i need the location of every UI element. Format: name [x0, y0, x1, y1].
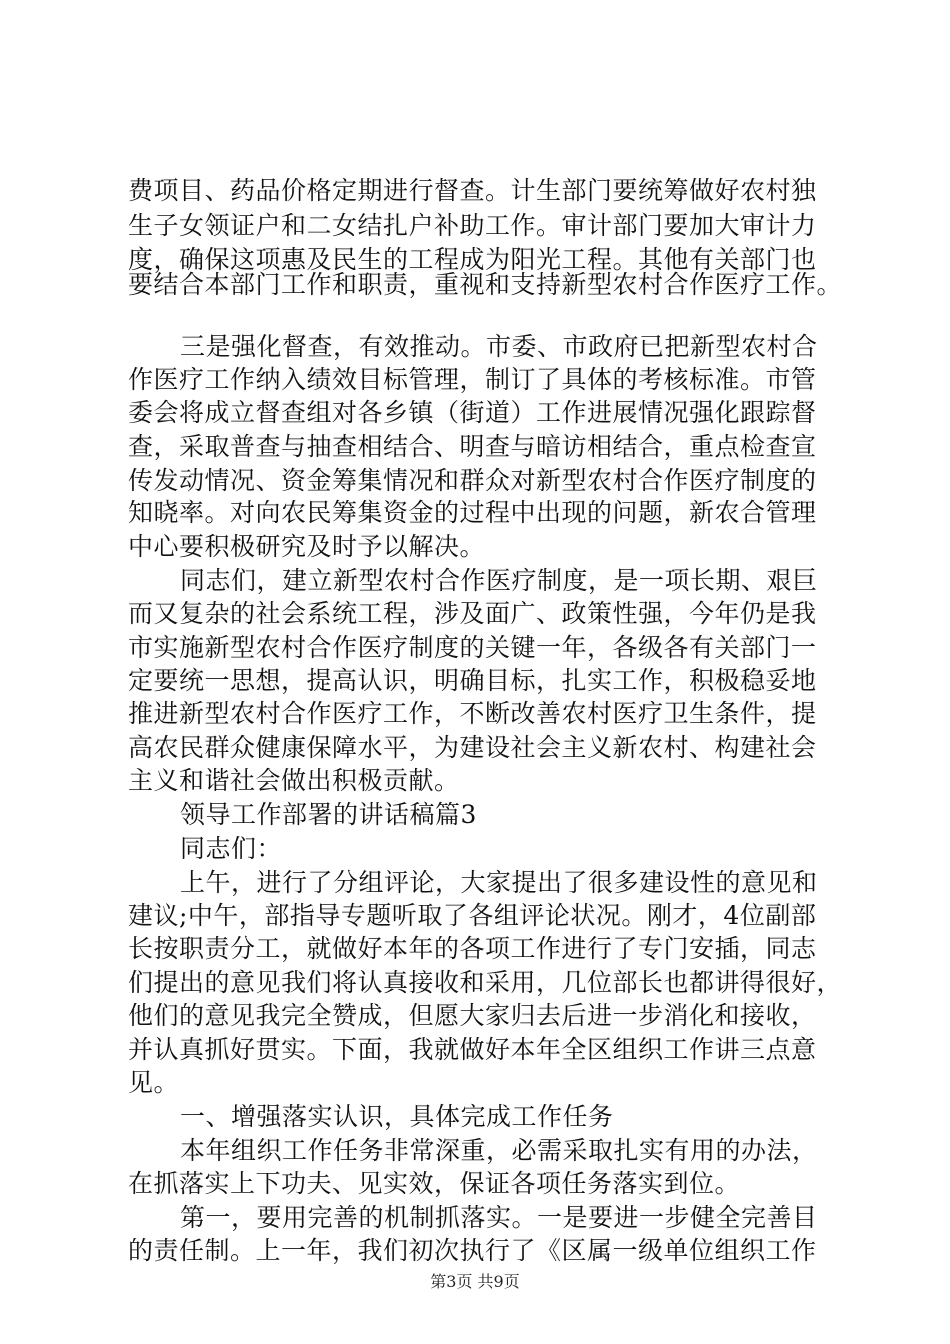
text-line: 传发动情况、资金筹集情况和群众对新型农村合作医疗制度的	[128, 466, 817, 495]
text-line: 本年组织工作任务非常深重，必需采取扎实有用的办法，	[180, 1136, 818, 1165]
text-line: 市实施新型农村合作医疗制度的关键一年，各级各有关部门一	[128, 633, 817, 662]
text-line: 知晓率。对向农民筹集资金的过程中出现的问题，新农合管理	[128, 498, 817, 527]
text-line: 作医疗工作纳入绩效目标管理，制订了具体的考核标准。市管	[128, 365, 817, 394]
text-line: 而又复杂的社会系统工程，涉及面广、政策性强，今年仍是我	[128, 599, 817, 628]
text-line: 上午，进行了分组评论，大家提出了很多建设性的意见和	[180, 868, 818, 897]
text-line: 他们的意见我完全赞成，但愿大家归去后进一步消化和接收，	[128, 1001, 817, 1030]
text-line: 并认真抓好贯实。下面，我就做好本年全区组织工作讲三点意	[128, 1035, 817, 1064]
text-line: 见。	[128, 1068, 180, 1097]
text-line: 中心要积极研究及时予以解决。	[128, 532, 486, 561]
text-line: 的责任制。上一年，我们初次执行了《区属一级单位组织工作	[128, 1236, 817, 1265]
text-line: 要结合本部门工作和职责，重视和支持新型农村合作医疗工作。	[128, 270, 843, 299]
text-line: 第一，要用完善的机制抓落实。一是要进一步健全完善目	[180, 1203, 818, 1232]
section-heading: 领导工作部署的讲话稿篇3	[180, 800, 477, 829]
text-line: 在抓落实上下功夫、见实效，保证各项任务落实到位。	[128, 1169, 741, 1198]
text-line: 建议;中午，部指导专题听取了各组评论状况。刚才，4位副部	[128, 901, 817, 930]
page-number-footer: 第3页 共9页	[430, 1272, 520, 1291]
text-line: 定要统一思想，提高认识，明确目标，扎实工作，积极稳妥地	[128, 666, 817, 695]
text-line: 们提出的意见我们将认真接收和采用，几位部长也都讲得很好，	[128, 968, 843, 997]
text-line: 三是强化督查，有效推动。市委、市政府已把新型农村合	[180, 332, 818, 361]
text-line: 度，确保这项惠及民生的工程成为阳光工程。其他有关部门也	[128, 245, 817, 274]
text-line: 高农民群众健康保障水平，为建设社会主义新农村、构建社会	[128, 733, 817, 762]
text-line: 委会将成立督查组对各乡镇（街道）工作进展情况强化跟踪督	[128, 398, 817, 427]
text-line: 查，采取普查与抽查相结合、明查与暗访相结合，重点检查宣	[128, 432, 817, 461]
text-line: 主义和谐社会做出积极贡献。	[128, 766, 460, 795]
text-line: 生子女领证户和二女结扎户补助工作。审计部门要加大审计力	[128, 211, 817, 240]
text-line: 同志们：	[180, 834, 283, 863]
text-line: 长按职责分工，就做好本年的各项工作进行了专门安插，同志	[128, 934, 817, 963]
text-line: 同志们，建立新型农村合作医疗制度，是一项长期、艰巨	[180, 566, 818, 595]
section-heading: 一、增强落实认识，具体完成工作任务	[180, 1102, 614, 1131]
text-line: 推进新型农村合作医疗工作，不断改善农村医疗卫生条件，提	[128, 699, 817, 728]
text-line: 费项目、药品价格定期进行督查。计生部门要统筹做好农村独	[128, 176, 817, 205]
